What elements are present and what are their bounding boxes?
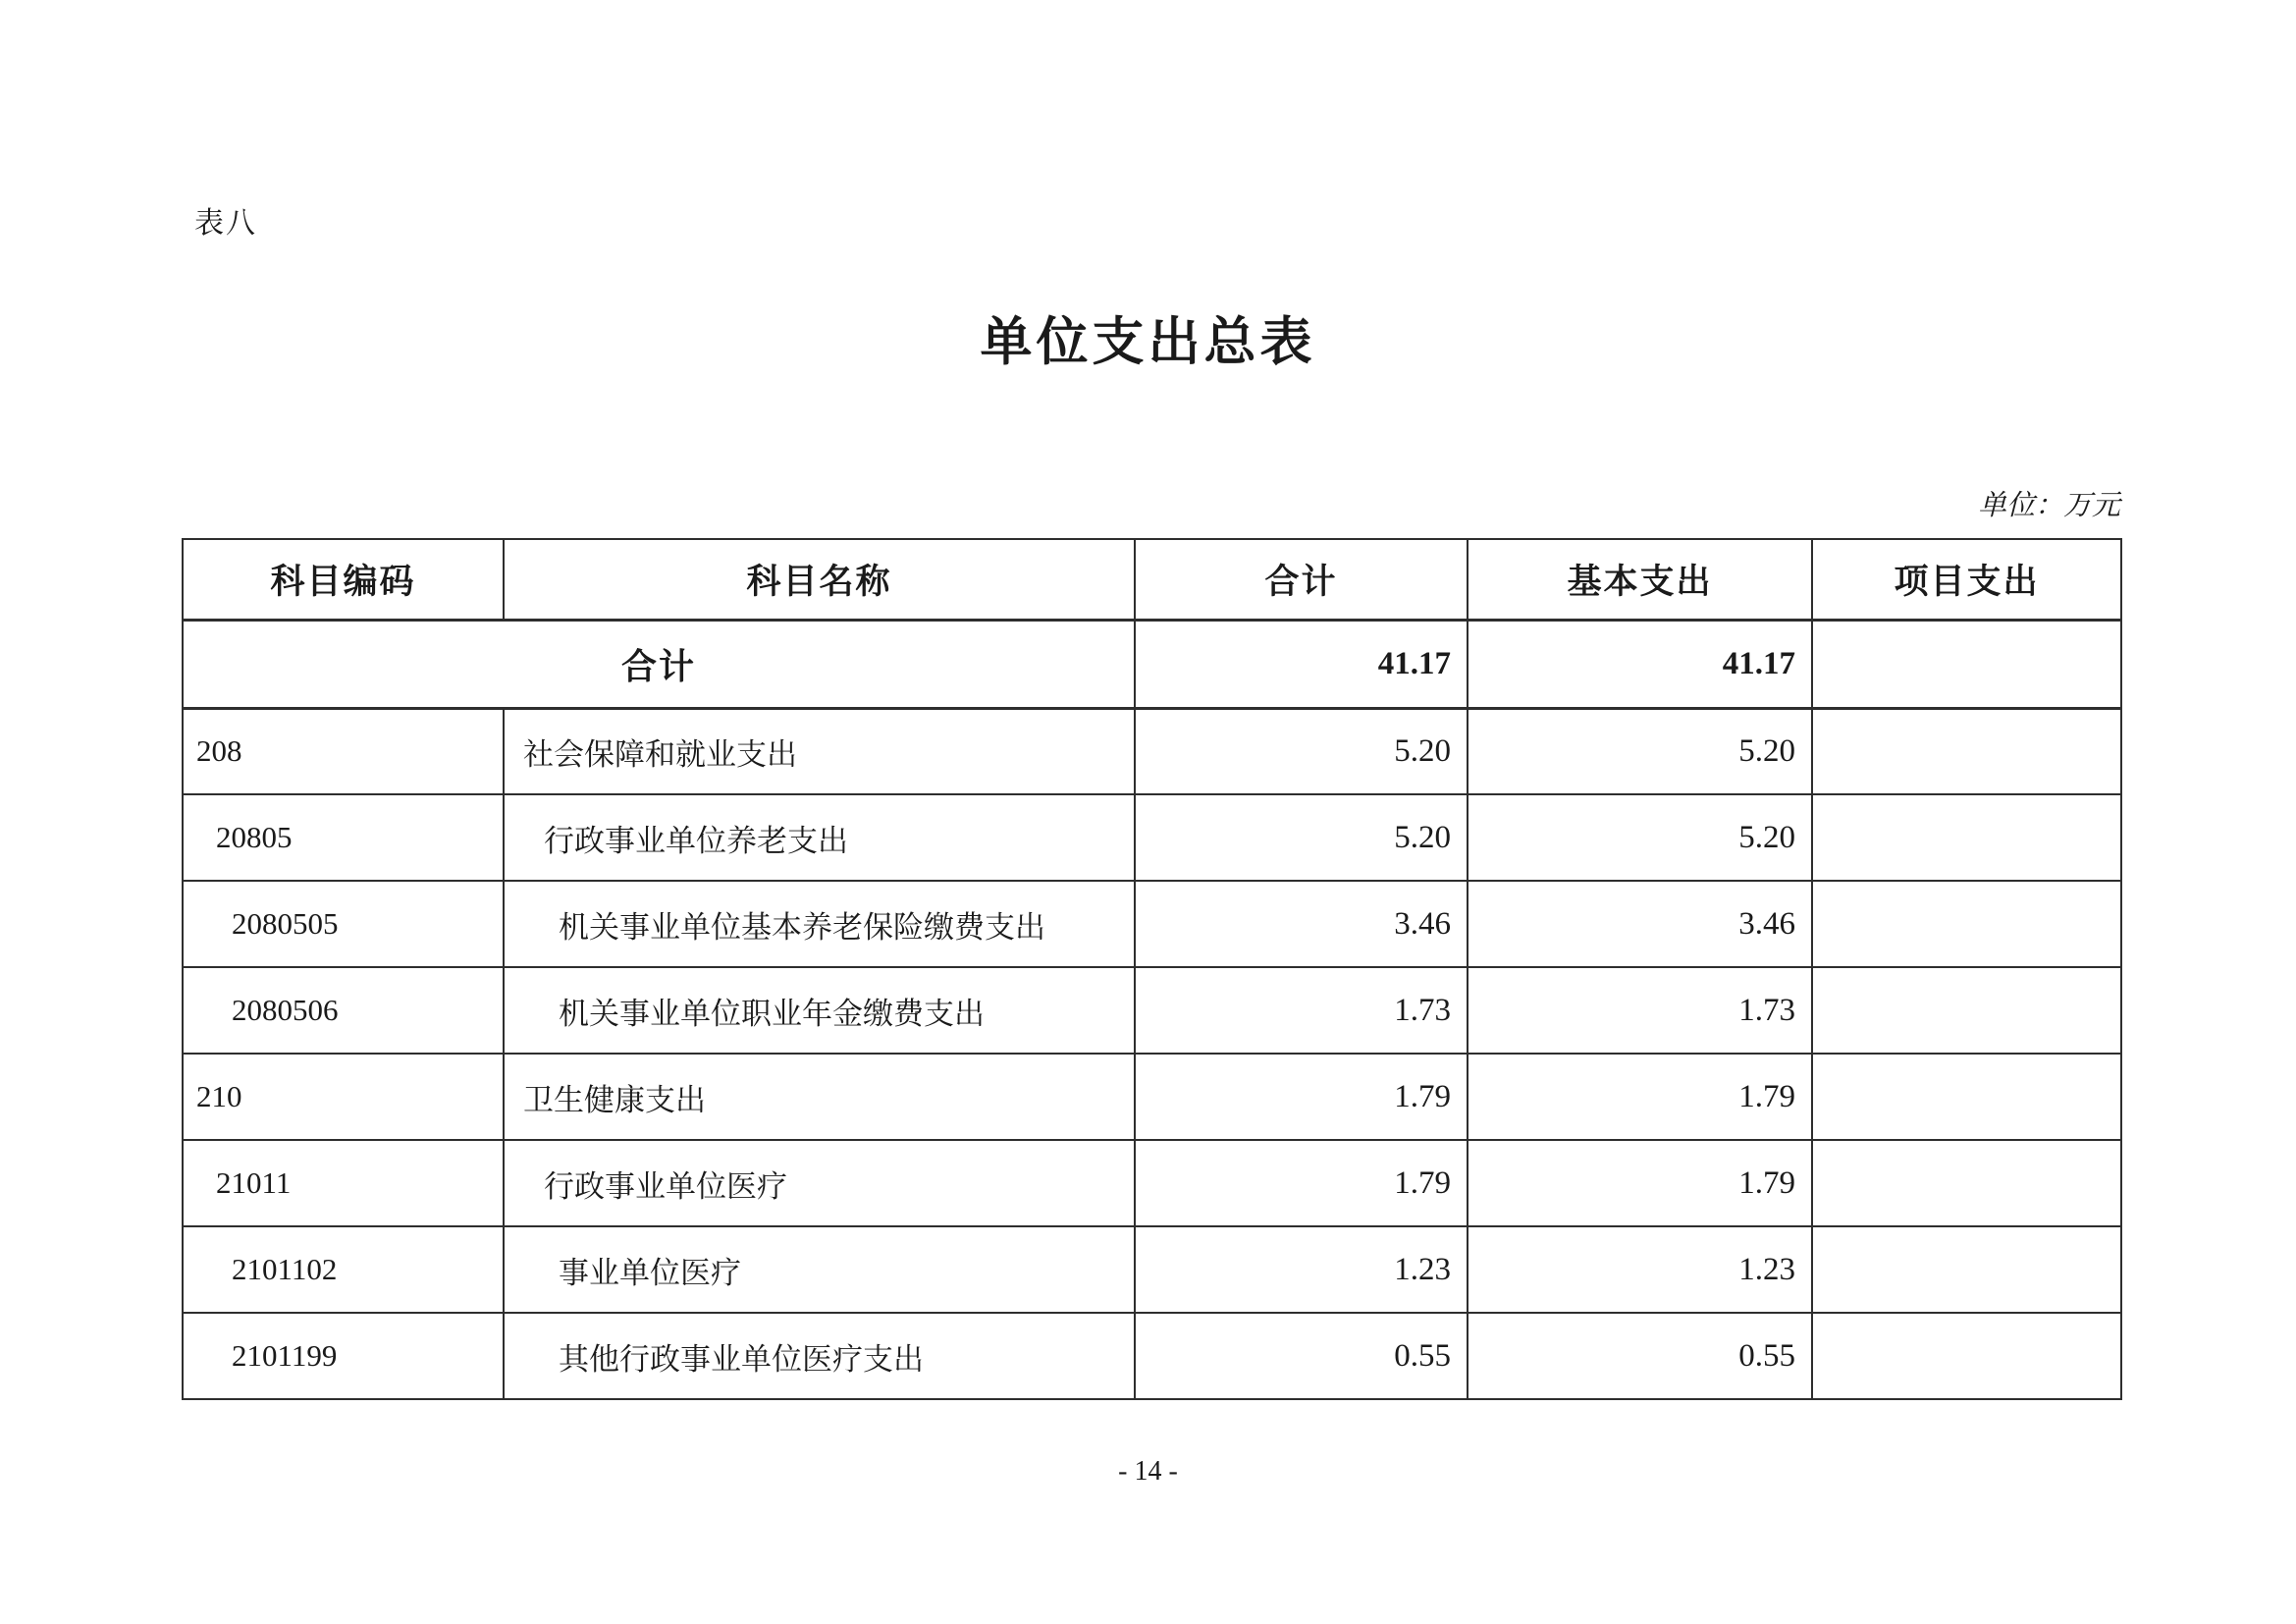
project-cell xyxy=(1812,708,2121,794)
page-title: 单位支出总表 xyxy=(980,314,1316,371)
name-cell: 机关事业单位基本养老保险缴费支出 xyxy=(504,881,1135,967)
name-cell: 卫生健康支出 xyxy=(504,1054,1135,1140)
name-cell: 其他行政事业单位医疗支出 xyxy=(504,1313,1135,1399)
total-cell: 1.79 xyxy=(1135,1054,1468,1140)
table-row xyxy=(183,1313,2121,1399)
code-cell: 2101199 xyxy=(183,1313,504,1399)
code-cell: 2101102 xyxy=(183,1226,504,1313)
total-cell: 3.46 xyxy=(1135,881,1468,967)
col-header-project: 项目支出 xyxy=(1812,539,2121,620)
code-cell: 20805 xyxy=(183,794,504,881)
table-row xyxy=(183,794,2121,881)
total-cell: 0.55 xyxy=(1135,1313,1468,1399)
project-cell xyxy=(1812,1140,2121,1226)
code-cell: 21011 xyxy=(183,1140,504,1226)
unit-note: 单位：万元 xyxy=(1977,490,2120,521)
name-cell: 行政事业单位医疗 xyxy=(504,1140,1135,1226)
col-header-basic: 基本支出 xyxy=(1468,539,1812,620)
col-header-subject-code: 科目编码 xyxy=(183,539,504,620)
name-cell: 社会保障和就业支出 xyxy=(504,708,1135,794)
project-cell xyxy=(1812,1313,2121,1399)
table-row xyxy=(183,1226,2121,1313)
basic-cell: 0.55 xyxy=(1468,1313,1812,1399)
project-cell xyxy=(1812,794,2121,881)
basic-cell: 1.79 xyxy=(1468,1054,1812,1140)
total-row-project xyxy=(1812,620,2121,708)
name-cell: 机关事业单位职业年金缴费支出 xyxy=(504,967,1135,1054)
table-header-row xyxy=(183,539,2121,620)
table-row xyxy=(183,1140,2121,1226)
page-number: - 14 - xyxy=(1118,1456,1178,1487)
table-row xyxy=(183,967,2121,1054)
table-row xyxy=(183,1054,2121,1140)
basic-cell: 5.20 xyxy=(1468,794,1812,881)
total-cell: 5.20 xyxy=(1135,794,1468,881)
total-cell: 1.79 xyxy=(1135,1140,1468,1226)
total-cell: 1.23 xyxy=(1135,1226,1468,1313)
code-cell: 210 xyxy=(183,1054,504,1140)
total-cell: 1.73 xyxy=(1135,967,1468,1054)
expenditure-table xyxy=(182,538,2122,1400)
code-cell: 2080506 xyxy=(183,967,504,1054)
project-cell xyxy=(1812,1226,2121,1313)
basic-cell: 5.20 xyxy=(1468,708,1812,794)
basic-cell: 1.73 xyxy=(1468,967,1812,1054)
name-cell: 事业单位医疗 xyxy=(504,1226,1135,1313)
total-row xyxy=(183,620,2121,708)
code-cell: 2080505 xyxy=(183,881,504,967)
name-cell: 行政事业单位养老支出 xyxy=(504,794,1135,881)
total-cell: 5.20 xyxy=(1135,708,1468,794)
basic-cell: 3.46 xyxy=(1468,881,1812,967)
total-row-total: 41.17 xyxy=(1135,620,1468,708)
table-row xyxy=(183,708,2121,794)
basic-cell: 1.23 xyxy=(1468,1226,1812,1313)
table-row xyxy=(183,881,2121,967)
project-cell xyxy=(1812,881,2121,967)
total-row-label: 合计 xyxy=(183,620,1135,708)
code-cell: 208 xyxy=(183,708,504,794)
col-header-subject-name: 科目名称 xyxy=(504,539,1135,620)
project-cell xyxy=(1812,967,2121,1054)
table-tag: 表八 xyxy=(194,207,257,240)
project-cell xyxy=(1812,1054,2121,1140)
basic-cell: 1.79 xyxy=(1468,1140,1812,1226)
total-row-basic: 41.17 xyxy=(1468,620,1812,708)
col-header-total: 合计 xyxy=(1135,539,1468,620)
